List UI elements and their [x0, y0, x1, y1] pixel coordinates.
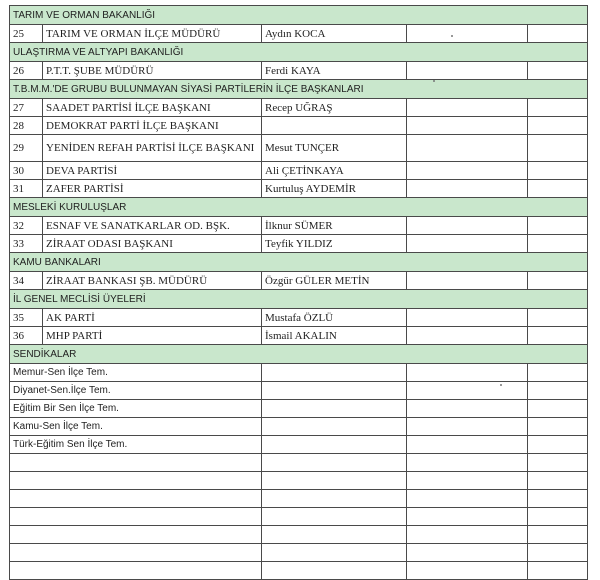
empty-cell: [407, 180, 528, 198]
scan-speck: [451, 35, 453, 37]
empty-cell: [407, 400, 528, 418]
union-row: [10, 364, 588, 382]
institution-title: P.T.T. ŞUBE MÜDÜRÜ: [43, 62, 262, 80]
row-number: 36: [10, 327, 43, 345]
empty-cell: [262, 418, 407, 436]
institution-title: ZAFER PARTİSİ: [43, 180, 262, 198]
person-name: İlknur SÜMER: [262, 217, 407, 235]
empty-cell: [528, 472, 588, 490]
empty-cell: [407, 364, 528, 382]
empty-cell: [528, 454, 588, 472]
protocol-list-table: [9, 5, 588, 580]
person-name: İsmail AKALIN: [262, 327, 407, 345]
table-row: [10, 62, 588, 80]
institution-title: DEVA PARTİSİ: [43, 162, 262, 180]
institution-title: ZİRAAT ODASI BAŞKANI: [43, 235, 262, 253]
person-name: Ferdi KAYA: [262, 62, 407, 80]
empty-cell: [407, 544, 528, 562]
section-header-row: [10, 80, 588, 99]
person-name: Mesut TUNÇER: [262, 135, 407, 162]
section-title: SENDİKALAR: [10, 345, 588, 364]
empty-cell: [262, 454, 407, 472]
empty-cell: [262, 562, 407, 580]
union-name: [10, 490, 262, 508]
section-title: ULAŞTIRMA VE ALTYAPI BAKANLIĞI: [10, 43, 588, 62]
empty-cell: [528, 436, 588, 454]
table-row: [10, 162, 588, 180]
institution-title: DEMOKRAT PARTİ İLÇE BAŞKANI: [43, 117, 262, 135]
empty-cell: [528, 382, 588, 400]
union-name: Memur-Sen İlçe Tem.: [10, 364, 262, 382]
empty-cell: [528, 309, 588, 327]
empty-cell: [528, 544, 588, 562]
section-header-row: [10, 290, 588, 309]
table-row: [10, 99, 588, 117]
row-number: 29: [10, 135, 43, 162]
person-name: Teyfik YILDIZ: [262, 235, 407, 253]
union-name: Türk-Eğitim Sen İlçe Tem.: [10, 436, 262, 454]
empty-cell: [262, 436, 407, 454]
empty-cell: [407, 490, 528, 508]
empty-cell: [262, 364, 407, 382]
union-row: [10, 508, 588, 526]
empty-cell: [528, 490, 588, 508]
union-row: [10, 454, 588, 472]
row-number: 35: [10, 309, 43, 327]
empty-cell: [262, 508, 407, 526]
section-header-row: [10, 6, 588, 25]
empty-cell: [407, 436, 528, 454]
row-number: 30: [10, 162, 43, 180]
section-title: İL GENEL MECLİSİ ÜYELERİ: [10, 290, 588, 309]
institution-title: MHP PARTİ: [43, 327, 262, 345]
person-name: Ali ÇETİNKAYA: [262, 162, 407, 180]
row-number: 31: [10, 180, 43, 198]
union-name: [10, 544, 262, 562]
row-number: 26: [10, 62, 43, 80]
empty-cell: [407, 526, 528, 544]
empty-cell: [407, 327, 528, 345]
scan-speck: [433, 80, 435, 82]
row-number: 25: [10, 25, 43, 43]
institution-title: SAADET PARTİSİ İLÇE BAŞKANI: [43, 99, 262, 117]
row-number: 32: [10, 217, 43, 235]
empty-cell: [262, 490, 407, 508]
person-name: Özgür GÜLER METİN: [262, 272, 407, 290]
institution-title: ESNAF VE SANATKARLAR OD. BŞK.: [43, 217, 262, 235]
table-row: [10, 217, 588, 235]
empty-cell: [528, 508, 588, 526]
row-number: 27: [10, 99, 43, 117]
person-name: Recep UĞRAŞ: [262, 99, 407, 117]
empty-cell: [407, 162, 528, 180]
empty-cell: [528, 364, 588, 382]
union-row: [10, 436, 588, 454]
section-title: MESLEKİ KURULUŞLAR: [10, 198, 588, 217]
empty-cell: [262, 472, 407, 490]
table-row: [10, 309, 588, 327]
person-name: Mustafa ÖZLÜ: [262, 309, 407, 327]
section-header-row: [10, 345, 588, 364]
empty-cell: [528, 562, 588, 580]
empty-cell: [528, 400, 588, 418]
empty-cell: [528, 526, 588, 544]
empty-cell: [407, 62, 528, 80]
table-row: [10, 327, 588, 345]
empty-cell: [528, 180, 588, 198]
empty-cell: [528, 272, 588, 290]
person-name: [262, 117, 407, 135]
row-number: 33: [10, 235, 43, 253]
union-row: [10, 544, 588, 562]
row-number: 34: [10, 272, 43, 290]
empty-cell: [407, 382, 528, 400]
union-name: [10, 562, 262, 580]
union-name: Eğitim Bir Sen İlçe Tem.: [10, 400, 262, 418]
empty-cell: [407, 418, 528, 436]
empty-cell: [407, 508, 528, 526]
empty-cell: [407, 25, 528, 43]
union-name: [10, 472, 262, 490]
institution-title: ZİRAAT BANKASI ŞB. MÜDÜRÜ: [43, 272, 262, 290]
institution-title: AK PARTİ: [43, 309, 262, 327]
empty-cell: [528, 135, 588, 162]
scan-speck: [500, 384, 502, 386]
protocol-list-body: [10, 6, 588, 580]
section-title: KAMU BANKALARI: [10, 253, 588, 272]
empty-cell: [528, 25, 588, 43]
table-row: [10, 25, 588, 43]
table-row: [10, 272, 588, 290]
empty-cell: [528, 99, 588, 117]
table-row: [10, 117, 588, 135]
section-header-row: [10, 43, 588, 62]
section-header-row: [10, 253, 588, 272]
table-row: [10, 135, 588, 162]
empty-cell: [262, 400, 407, 418]
empty-cell: [407, 272, 528, 290]
section-title: TARIM VE ORMAN BAKANLIĞI: [10, 6, 588, 25]
empty-cell: [407, 99, 528, 117]
institution-title: TARIM VE ORMAN İLÇE MÜDÜRÜ: [43, 25, 262, 43]
empty-cell: [407, 472, 528, 490]
empty-cell: [528, 418, 588, 436]
empty-cell: [407, 235, 528, 253]
section-header-row: [10, 198, 588, 217]
person-name: Aydın KOCA: [262, 25, 407, 43]
person-name: Kurtuluş AYDEMİR: [262, 180, 407, 198]
empty-cell: [528, 62, 588, 80]
union-row: [10, 490, 588, 508]
row-number: 28: [10, 117, 43, 135]
union-row: [10, 400, 588, 418]
empty-cell: [262, 526, 407, 544]
empty-cell: [528, 327, 588, 345]
section-title: T.B.M.M.'DE GRUBU BULUNMAYAN SİYASİ PARTİLERİN İLÇE BAŞKANLARI: [10, 80, 588, 99]
union-row: [10, 526, 588, 544]
union-name: [10, 526, 262, 544]
table-row: [10, 235, 588, 253]
empty-cell: [407, 135, 528, 162]
empty-cell: [528, 217, 588, 235]
union-row: [10, 562, 588, 580]
union-name: [10, 508, 262, 526]
empty-cell: [262, 382, 407, 400]
union-row: [10, 472, 588, 490]
institution-title: YENİDEN REFAH PARTİSİ İLÇE BAŞKANI: [43, 135, 262, 162]
table-row: [10, 180, 588, 198]
empty-cell: [407, 217, 528, 235]
empty-cell: [262, 544, 407, 562]
empty-cell: [407, 454, 528, 472]
empty-cell: [528, 162, 588, 180]
empty-cell: [528, 117, 588, 135]
union-name: Kamu-Sen İlçe Tem.: [10, 418, 262, 436]
empty-cell: [407, 117, 528, 135]
union-name: [10, 454, 262, 472]
empty-cell: [407, 562, 528, 580]
union-row: [10, 418, 588, 436]
empty-cell: [528, 235, 588, 253]
empty-cell: [407, 309, 528, 327]
union-name: Diyanet-Sen.İlçe Tem.: [10, 382, 262, 400]
